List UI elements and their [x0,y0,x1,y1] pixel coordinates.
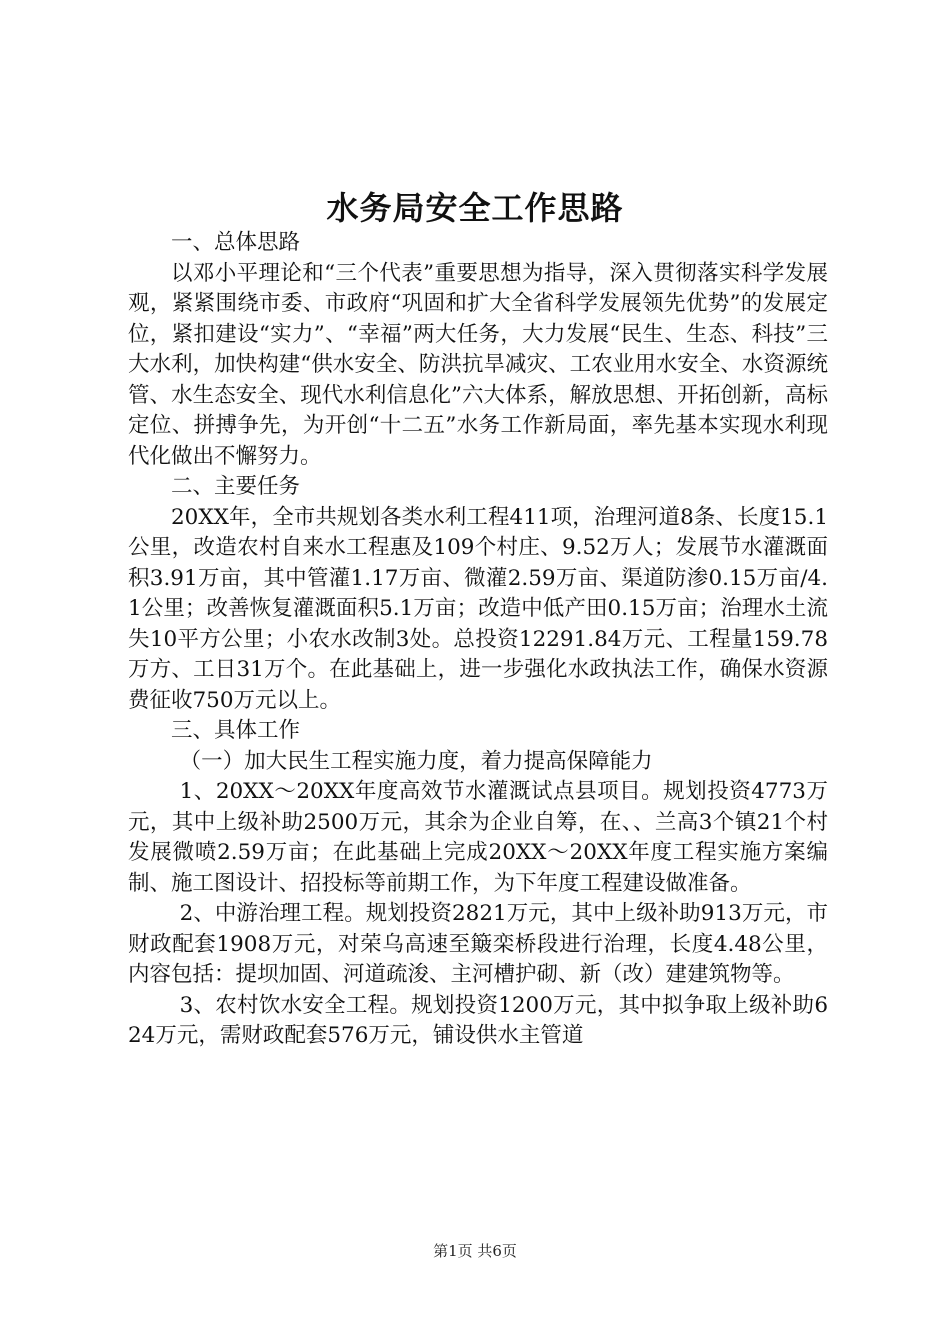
subsection-heading-livelihood: （一）加大民生工程实施力度，着力提高保障能力 [179,748,653,774]
section-heading-overall: 一、总体思路 [171,230,301,255]
list-item-midstream: 2、中游治理工程。规划投资2821万元，其中上级补助913万元，市财政配套1908万元，对荣乌高速至簸栾桥段进行治理，长度4.48公里，内容包括：提坝加固、河道疏浚、主河槽护砌、新（改）建建筑物等。 [128,901,828,987]
paragraph-tasks: 20XX年，全市共规划各类水利工程411项，治理河道8条、长度15.1公里，改造农村自来水工程惠及109个村庄、9.52万人；发展节水灌溉面积3.91万亩，其中管灌1.17万亩、微灌2.59万亩、渠道防渗0.15万亩/4.1公里；改善恢复灌溉面积5.1万亩；改造中低产田0.15万亩；治理水土流失10平方公里；小农水改制3处。总投资12291.84万元、工程量159.78万方、工日31万个。在此基础上，进一步强化水政执法工作，确保水资源费征收750万元以上。 [128,504,828,713]
page-number: 第1页 共6页 [433,1242,517,1260]
section-heading-work: 三、具体工作 [171,718,301,743]
document-body [128,228,828,1052]
section-heading-tasks: 二、主要任务 [171,474,301,499]
document-title: 水务局安全工作思路 [326,189,624,227]
list-item-drinking-water: 3、农村饮水安全工程。规划投资1200万元，其中拟争取上级补助624万元，需财政配套576万元，铺设供水主管道 [128,992,828,1048]
list-item-irrigation: 1、20XX～20XX年度高效节水灌溉试点县项目。规划投资4773万元，其中上级补助2500万元，其余为企业自筹，在、、兰高3个镇21个村发展微喷2.59万亩；在此基础上完成20XX～20XX年度工程实施方案编制、施工图设计、招投标等前期工作，为下年度工程建设做准备。 [128,779,828,896]
paragraph-overall: 以邓小平理论和“三个代表”重要思想为指导，深入贯彻落实科学发展观，紧紧围绕市委、市政府“巩固和扩大全省科学发展领先优势”的发展定位，紧扣建设“实力”、“幸福”两大任务，大力发展“民生、生态、科技”三大水利，加快构建“供水安全、防洪抗旱减灾、工农业用水安全、水资源统管、水生态安全、现代水利信息化”六大体系，解放思想、开拓创新，高标定位、拼搏争先，为开创“十二五”水务工作新局面，率先基本实现水利现代化做出不懈努力。 [128,260,828,469]
